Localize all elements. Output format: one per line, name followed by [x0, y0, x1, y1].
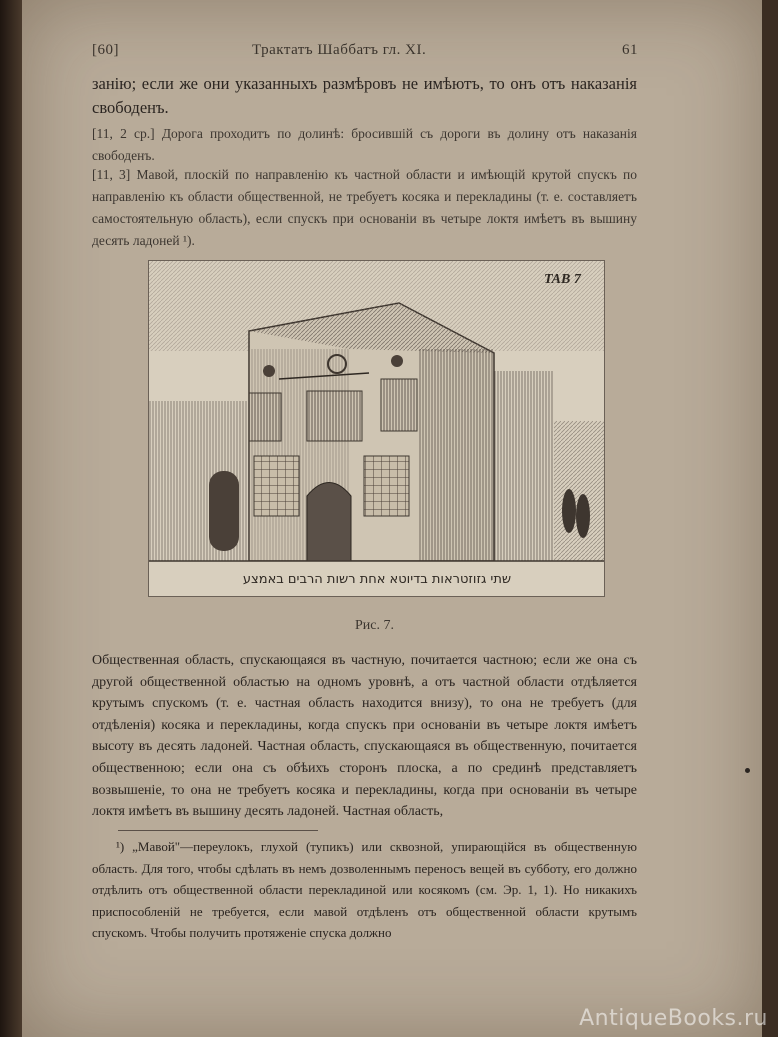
engraving-figure	[148, 260, 605, 597]
paragraph-11-2: [11, 2 ср.] Дорога проходитъ по долинѣ: бросившій съ дороги въ долину отъ наказанія свободенъ.	[92, 126, 637, 163]
plate-label: ТАВ 7	[544, 272, 581, 287]
page-bracket-number: [60]	[92, 42, 119, 58]
engraving-illustration	[149, 261, 604, 596]
ink-speck	[745, 768, 750, 773]
footnote: ¹) „Мавой"—переулокъ, глухой (тупикъ) или сквозной, упирающійся въ общественную область. Для того, чтобы сдѣлать въ немъ дозволеннымъ переносъ вещей въ субботу, его должно отдѣлить отъ общественной области перекладиной или косякомъ (см. Эр. 1, 1). Но никакихъ приспособленій не требуется, если мавой отдѣленъ отъ общественной области крутымъ спускомъ. Чтобы получить протяженіе спуска должно	[92, 839, 637, 940]
watermark: AntiqueBooks.ru	[579, 1006, 768, 1031]
page-number: 61	[622, 42, 638, 58]
paragraph-11-3: [11, 3] Мавой, плоскій по направленію къ частной области и имѣющій крутой спускъ по направленію къ области общественной, не требуетъ косяка и перекладины (т. е. составляетъ самостоятельную область), если спускъ при основаніи въ четыре локтя имѣетъ въ вышину десять ладоней ¹).	[92, 167, 637, 248]
body-paragraph: Общественная область, спускающаяся въ частную, почитается частною; если же она съ другой общественной областью на одномъ уровнѣ, а отъ частной области отдѣляется крутымъ спускомъ (т. е. частная область находится внизу), то она не требуетъ (для отдѣленія) косяка и перекладины, когда спускъ при основаніи въ четыре локтя имѣетъ высоту въ десять ладоней. Частная область, спускающаяся въ общественную, почитается общественною; если она съ обѣихъ сторонъ плоска, а по срединѣ представляетъ возвышеніе, то она не требуетъ косяка и перекладины, когда при основаніи въ четыре локтя имѣетъ въ вышину десять ладоней. Частная область,	[92, 653, 637, 820]
running-title: Трактатъ Шаббатъ гл. XI.	[252, 42, 427, 58]
lead-paragraph: занію; если же они указанныхъ размѣровъ не имѣютъ, то онъ отъ наказанія свободенъ.	[92, 74, 637, 117]
footnote-divider	[118, 830, 318, 831]
figure-caption: Рис. 7.	[355, 618, 394, 633]
hebrew-caption: שתי גזוזטראות בדיוטא אחת רשות הרבים באמצע	[242, 572, 512, 587]
book-gutter	[0, 0, 22, 1037]
